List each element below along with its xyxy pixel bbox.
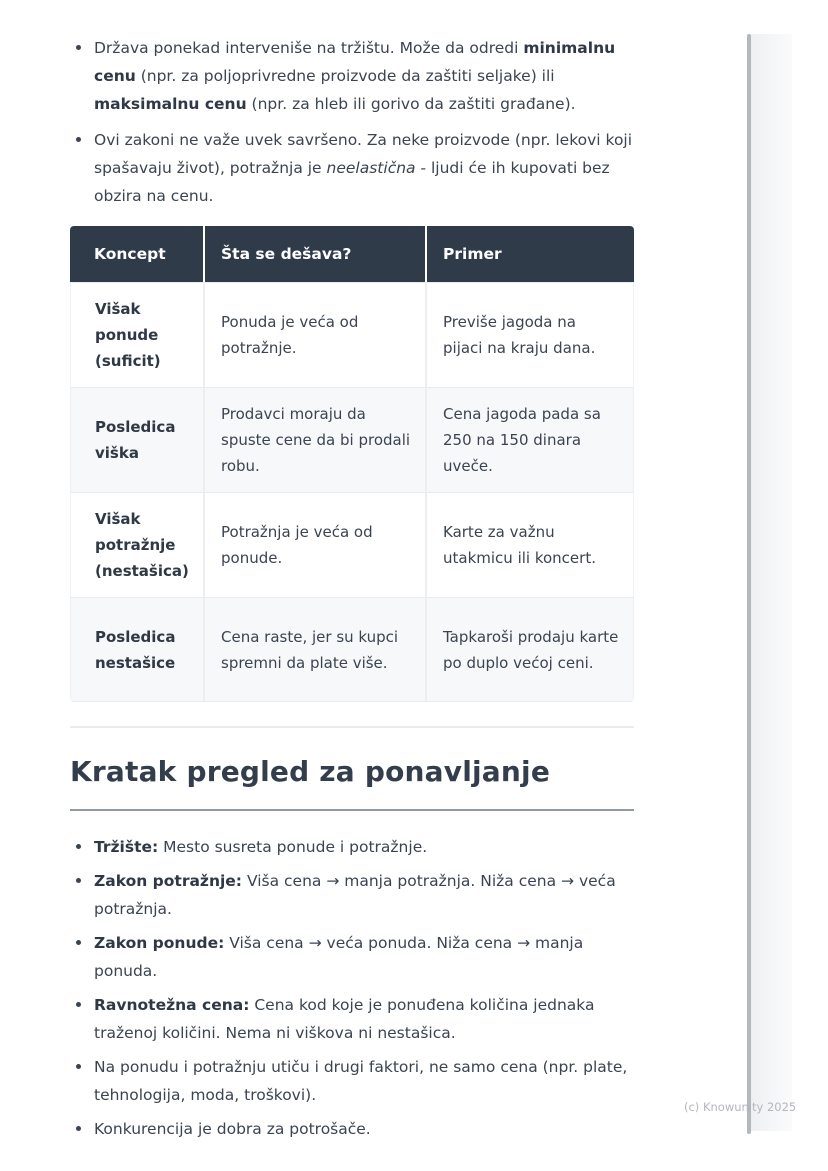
scrollbar[interactable] <box>747 34 751 1134</box>
page-edge <box>751 34 792 1131</box>
concepts-table <box>70 226 634 702</box>
table-cell-what: Ponuda je veća od potražnje. <box>203 282 425 387</box>
table-cell-what: Prodavci moraju da spuste cene da bi prodali robu. <box>203 387 425 492</box>
list-item <box>70 867 634 923</box>
intro-list <box>70 34 634 210</box>
list-item-text: Konkurencija je dobra za potrošače. <box>94 1120 371 1138</box>
list-item <box>70 929 634 985</box>
table-cell-what: Potražnja je veća od ponude. <box>203 492 425 597</box>
bullet-icon <box>76 878 81 883</box>
bullet-icon <box>76 1126 81 1131</box>
bullet-icon <box>76 1064 81 1069</box>
table-cell-example: Tapkaroši prodaju karte po duplo većoj ceni. <box>425 597 634 702</box>
column-header-koncept: Koncept <box>70 226 203 282</box>
bullet-icon <box>76 844 81 849</box>
list-item-text: Zakon potražnje: Viša cena → manja potražnja. Niža cena → veća potražnja. <box>94 872 616 918</box>
list-item <box>70 126 634 210</box>
list-item-text: Tržište: Mesto susreta ponude i potražnje. <box>94 838 428 856</box>
bullet-icon <box>76 1002 81 1007</box>
summary-list <box>70 833 634 1143</box>
column-header-sta-se-desava: Šta se dešava? <box>203 226 425 282</box>
list-item-text: Ovi zakoni ne važe uvek savršeno. Za neke proizvode (npr. lekovi koji spašavaju život), potražnja je neelastična - ljudi će ih kupovati bez obzira na cenu. <box>94 131 633 205</box>
list-item <box>70 833 634 861</box>
table-cell-concept: Višak potražnje (nestašica) <box>70 492 203 597</box>
column-header-primer: Primer <box>425 226 634 282</box>
table-cell-what: Cena raste, jer su kupci spremni da plate više. <box>203 597 425 702</box>
bullet-icon <box>76 940 81 945</box>
table-header-row <box>70 226 634 282</box>
table-cell-example: Karte za važnu utakmicu ili koncert. <box>425 492 634 597</box>
list-item <box>70 34 634 118</box>
table-row <box>70 282 634 387</box>
table-cell-concept: Posledica viška <box>70 387 203 492</box>
table-body <box>70 282 634 702</box>
table-cell-example: Cena jagoda pada sa 250 na 150 dinara uveče. <box>425 387 634 492</box>
document-page <box>70 34 634 1143</box>
list-item <box>70 1115 634 1143</box>
watermark: (c) Knowunity 2025 <box>684 1100 797 1114</box>
bullet-icon <box>76 45 81 50</box>
list-item-text: Zakon ponude: Viša cena → veća ponuda. Niža cena → manja ponuda. <box>94 934 584 980</box>
bullet-icon <box>76 137 81 142</box>
section-title: Kratak pregled za ponavljanje <box>70 752 634 811</box>
table-cell-example: Previše jagoda na pijaci na kraju dana. <box>425 282 634 387</box>
list-item <box>70 1053 634 1109</box>
table-row <box>70 387 634 492</box>
list-item <box>70 991 634 1047</box>
table-row <box>70 597 634 702</box>
section-divider <box>70 726 634 728</box>
table-header <box>70 226 634 282</box>
table-cell-concept: Posledica nestašice <box>70 597 203 702</box>
list-item-text: Država ponekad interveniše na tržištu. Može da odredi minimalnu cenu (npr. za poljoprivredne proizvode da zaštiti seljake) ili maksimalnu cenu (npr. za hleb ili gorivo da zaštiti građane). <box>94 39 616 113</box>
list-item-text: Na ponudu i potražnju utiču i drugi faktori, ne samo cena (npr. plate, tehnologija, moda, troškovi). <box>94 1058 628 1104</box>
list-item-text: Ravnotežna cena: Cena kod koje je ponuđena količina jednaka traženoj količini. Nema ni viškova ni nestašica. <box>94 996 595 1042</box>
table-cell-concept: Višak ponude (suficit) <box>70 282 203 387</box>
table-row <box>70 492 634 597</box>
